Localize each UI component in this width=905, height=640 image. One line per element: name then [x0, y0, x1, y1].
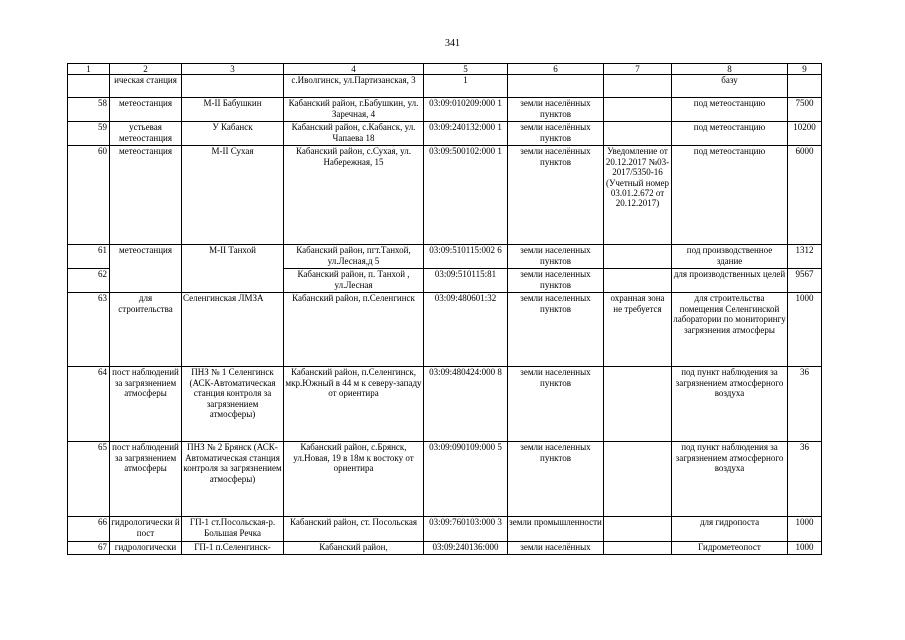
land-category — [508, 75, 604, 98]
cadastral-number: 03:09:500102:000 1 — [424, 146, 508, 245]
notice — [604, 269, 672, 293]
cadastral-number: 03:09:480424:000 8 — [424, 367, 508, 442]
land-category: земли населенных пунктов — [508, 293, 604, 367]
table-row — [68, 293, 822, 367]
permitted-use: под метеостанцию — [672, 98, 788, 122]
permitted-use: под метеостанцию — [672, 146, 788, 245]
address: Кабанский район, с.Кабанск, ул. Чапаева 18 — [284, 122, 424, 146]
table-row — [68, 98, 822, 122]
notice: Уведомление от 20.12.2017 №03-2017/5350-16 (Учетный номер 03.01.2.672 от 20.12.2017) — [604, 146, 672, 245]
notice — [604, 517, 672, 542]
row-number: 59 — [68, 122, 110, 146]
page-number: 341 — [445, 38, 460, 49]
land-category: земли населённых — [508, 542, 604, 555]
address: Кабанский район, с.Брянск, ул.Новая, 19 в 18м к востоку от ориентира — [284, 442, 424, 517]
object-name: ПНЗ № 1 Селенгинск (АСК-Автоматическая станция контроля за загрязнением атмосферы) — [182, 367, 284, 442]
permitted-use: для производственных целей — [672, 269, 788, 293]
row-number — [68, 75, 110, 98]
notice — [604, 245, 672, 269]
object-type: устьевая метеостанция — [110, 122, 182, 146]
row-number: 60 — [68, 146, 110, 245]
column-header: 2 — [110, 64, 182, 75]
address: Кабанский район, ст. Посольская — [284, 517, 424, 542]
row-number: 61 — [68, 245, 110, 269]
permitted-use: базу — [672, 75, 788, 98]
cadastral-number: 03:09:010209:000 1 — [424, 98, 508, 122]
object-type: пост наблюдений за загрязнением атмосферы — [110, 367, 182, 442]
column-header: 7 — [604, 64, 672, 75]
object-type: пост наблюдений за загрязнением атмосферы — [110, 442, 182, 517]
object-type: гидрологически й пост — [110, 517, 182, 542]
object-name: ПНЗ № 2 Брянск (АСК-Автоматическая станция контроля за загрязнением атмосферы) — [182, 442, 284, 517]
row-number: 63 — [68, 293, 110, 367]
cadastral-number: 1 — [424, 75, 508, 98]
area: 1000 — [788, 517, 822, 542]
permitted-use: под метеостанцию — [672, 122, 788, 146]
land-category: земли населенных пунктов — [508, 442, 604, 517]
object-name: М-II Танхой — [182, 245, 284, 293]
table-row — [68, 367, 822, 442]
address: Кабанский район, — [284, 542, 424, 555]
notice — [604, 442, 672, 517]
area: 1000 — [788, 293, 822, 367]
cadastral-number: 03:09:760103:000 3 — [424, 517, 508, 542]
table-row — [68, 442, 822, 517]
address: Кабанский район, пгт.Танхой, ул.Лесная,д 5 — [284, 245, 424, 269]
object-name: У Кабанск — [182, 122, 284, 146]
row-number: 65 — [68, 442, 110, 517]
land-category: земли населенных пунктов — [508, 269, 604, 293]
address: Кабанский район, п. Танхой , ул.Лесная — [284, 269, 424, 293]
area: 6000 — [788, 146, 822, 245]
row-number: 66 — [68, 517, 110, 542]
permitted-use: для гидропоста — [672, 517, 788, 542]
object-name — [182, 75, 284, 98]
cadastral-number: 03:09:240132:000 1 — [424, 122, 508, 146]
notice: охранная зона не требуется — [604, 293, 672, 367]
area: 36 — [788, 367, 822, 442]
table-row — [68, 146, 822, 245]
land-category: земли промышленности — [508, 517, 604, 542]
address: Кабанский район, п.Селенгинск — [284, 293, 424, 367]
object-type: ическая станция — [110, 75, 182, 98]
notice — [604, 122, 672, 146]
object-name: Селенгинская ЛМЗА — [182, 293, 284, 367]
area: 1312 — [788, 245, 822, 269]
object-type: метеостанция — [110, 98, 182, 122]
row-number: 64 — [68, 367, 110, 442]
row-number: 58 — [68, 98, 110, 122]
address: с.Иволгинск, ул.Партизанская, 3 — [284, 75, 424, 98]
cadastral-number: 03:09:510115:81 — [424, 269, 508, 293]
column-header: 9 — [788, 64, 822, 75]
address: Кабанский район, п.Селенгинск, мкр.Южный в 44 м к северу-западу от ориентира — [284, 367, 424, 442]
table-row — [68, 75, 822, 98]
table-row — [68, 122, 822, 146]
notice — [604, 75, 672, 98]
table-row — [68, 517, 822, 542]
object-type: гидрологически — [110, 542, 182, 555]
column-header: 8 — [672, 64, 788, 75]
cadastral-number: 03:09:240136:000 — [424, 542, 508, 555]
notice — [604, 98, 672, 122]
object-name: М-II Бабушкин — [182, 98, 284, 122]
land-category: земли населённых пунктов — [508, 98, 604, 122]
column-header: 6 — [508, 64, 604, 75]
land-category: земли населённых пунктов — [508, 146, 604, 245]
column-header: 5 — [424, 64, 508, 75]
area — [788, 75, 822, 98]
object-type: метеостанция — [110, 245, 182, 293]
permitted-use: под пункт наблюдения за загрязнением атмосферного воздуха — [672, 442, 788, 517]
object-name: М-II Сухая — [182, 146, 284, 245]
object-type: метеостанция — [110, 146, 182, 245]
area: 9567 — [788, 269, 822, 293]
column-header: 4 — [284, 64, 424, 75]
row-number: 62 — [68, 269, 110, 293]
notice — [604, 367, 672, 442]
object-type: для строительства — [110, 293, 182, 367]
header-row — [68, 64, 822, 75]
land-category: земли населенных пунктов — [508, 367, 604, 442]
object-name: ГП-1 ст.Посольская-р. Большая Речка — [182, 517, 284, 542]
permitted-use: для строительства помещения Селенгинской лаборатории по мониторингу загрязнения атмосферы — [672, 293, 788, 367]
area: 7500 — [788, 98, 822, 122]
area: 36 — [788, 442, 822, 517]
cadastral-number: 03:09:090109:000 5 — [424, 442, 508, 517]
notice — [604, 542, 672, 555]
table-row — [68, 542, 822, 555]
land-category: земли населённых пунктов — [508, 122, 604, 146]
table-row — [68, 245, 822, 269]
object-name: ГП-1 п.Селенгинск- — [182, 542, 284, 555]
column-header: 3 — [182, 64, 284, 75]
column-header: 1 — [68, 64, 110, 75]
row-number: 67 — [68, 542, 110, 555]
land-category: земли населенных пунктов — [508, 245, 604, 269]
address: Кабанский район, г.Бабушкин, ул. Заречная, 4 — [284, 98, 424, 122]
permitted-use: под производственное здание — [672, 245, 788, 269]
cadastral-number: 03:09:480601:32 — [424, 293, 508, 367]
area: 1000 — [788, 542, 822, 555]
register-table — [67, 63, 822, 555]
permitted-use: Гидрометеопост — [672, 542, 788, 555]
area: 10200 — [788, 122, 822, 146]
permitted-use: под пункт наблюдения за загрязнением атмосферного воздуха — [672, 367, 788, 442]
cadastral-number: 03:09:510115:002 6 — [424, 245, 508, 269]
address: Кабанский район, с.Сухая, ул. Набережная, 15 — [284, 146, 424, 245]
